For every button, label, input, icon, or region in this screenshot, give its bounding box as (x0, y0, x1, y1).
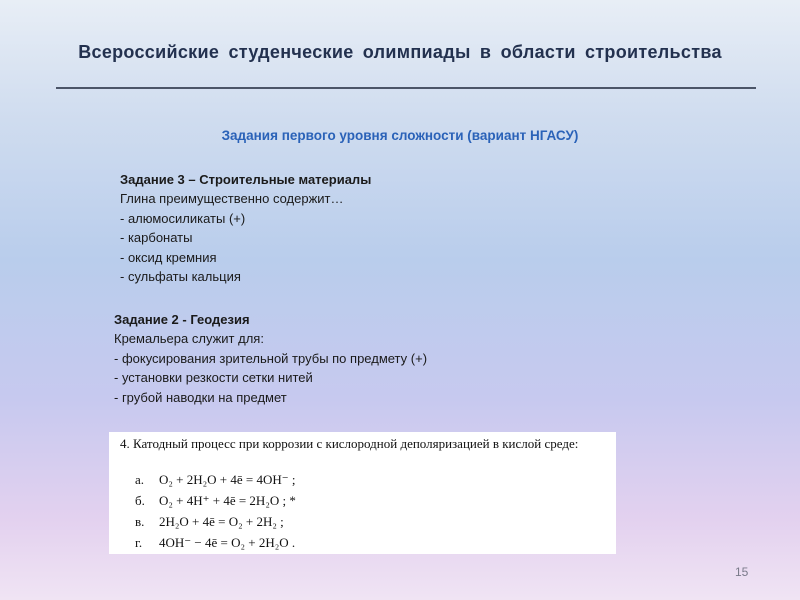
task-3-option: - алюмосиликаты (+) (120, 210, 246, 226)
task-3-option: - карбонаты (120, 230, 193, 246)
title-divider (56, 87, 756, 89)
task-4-option-formula: O₂ + 4H⁺ + 4ē = 2H₂O ; * (159, 493, 296, 508)
task-4-option-formula: 2H₂O + 4ē = O₂ + 2H₂ ; (159, 514, 284, 529)
task-3-question: Глина преимущественно содержит… (120, 191, 344, 207)
task-4-option (135, 535, 295, 551)
task-4-option (135, 514, 284, 530)
task-2-option: - установки резкости сетки нитей (114, 370, 313, 386)
task-4-option-formula: 4OH⁻ − 4ē = O₂ + 2H₂O . (159, 535, 296, 550)
task-4-option-label: в. (135, 514, 145, 529)
task-2-option: - грубой наводки на предмет (114, 389, 287, 405)
task-4-option-formula: O₂ + 2H₂O + 4ē = 4OH⁻ ; (159, 472, 296, 487)
task-4-option (135, 493, 296, 509)
slide-title: Всероссийские студенческие олимпиады в области строительства (78, 42, 722, 62)
page-number: 15 (735, 565, 749, 579)
task-2-block (114, 310, 427, 407)
task-3-option: - сульфаты кальция (120, 269, 241, 285)
task-4-question: 4. Катодный процесс при коррозии с кислородной деполяризацией в кислой среде: (120, 436, 579, 451)
task-4-option-label: г. (135, 535, 143, 550)
task-4-option-label: а. (135, 472, 145, 487)
task-4-option-label: б. (135, 493, 145, 508)
task-2-question: Кремальера служит для: (114, 331, 264, 347)
task-3-heading: Задание 3 – Строительные материалы (120, 172, 372, 187)
task-2-option: - фокусирования зрительной трубы по предмету (+) (114, 350, 428, 366)
task-2-heading: Задание 2 - Геодезия (114, 312, 250, 327)
task-3-option: - оксид кремния (120, 249, 217, 265)
task-4-option (135, 472, 296, 488)
task-4-image-box (109, 432, 616, 554)
task-3-block (120, 170, 371, 286)
slide-subtitle: Задания первого уровня сложности (вариант НГАСУ) (221, 128, 579, 143)
